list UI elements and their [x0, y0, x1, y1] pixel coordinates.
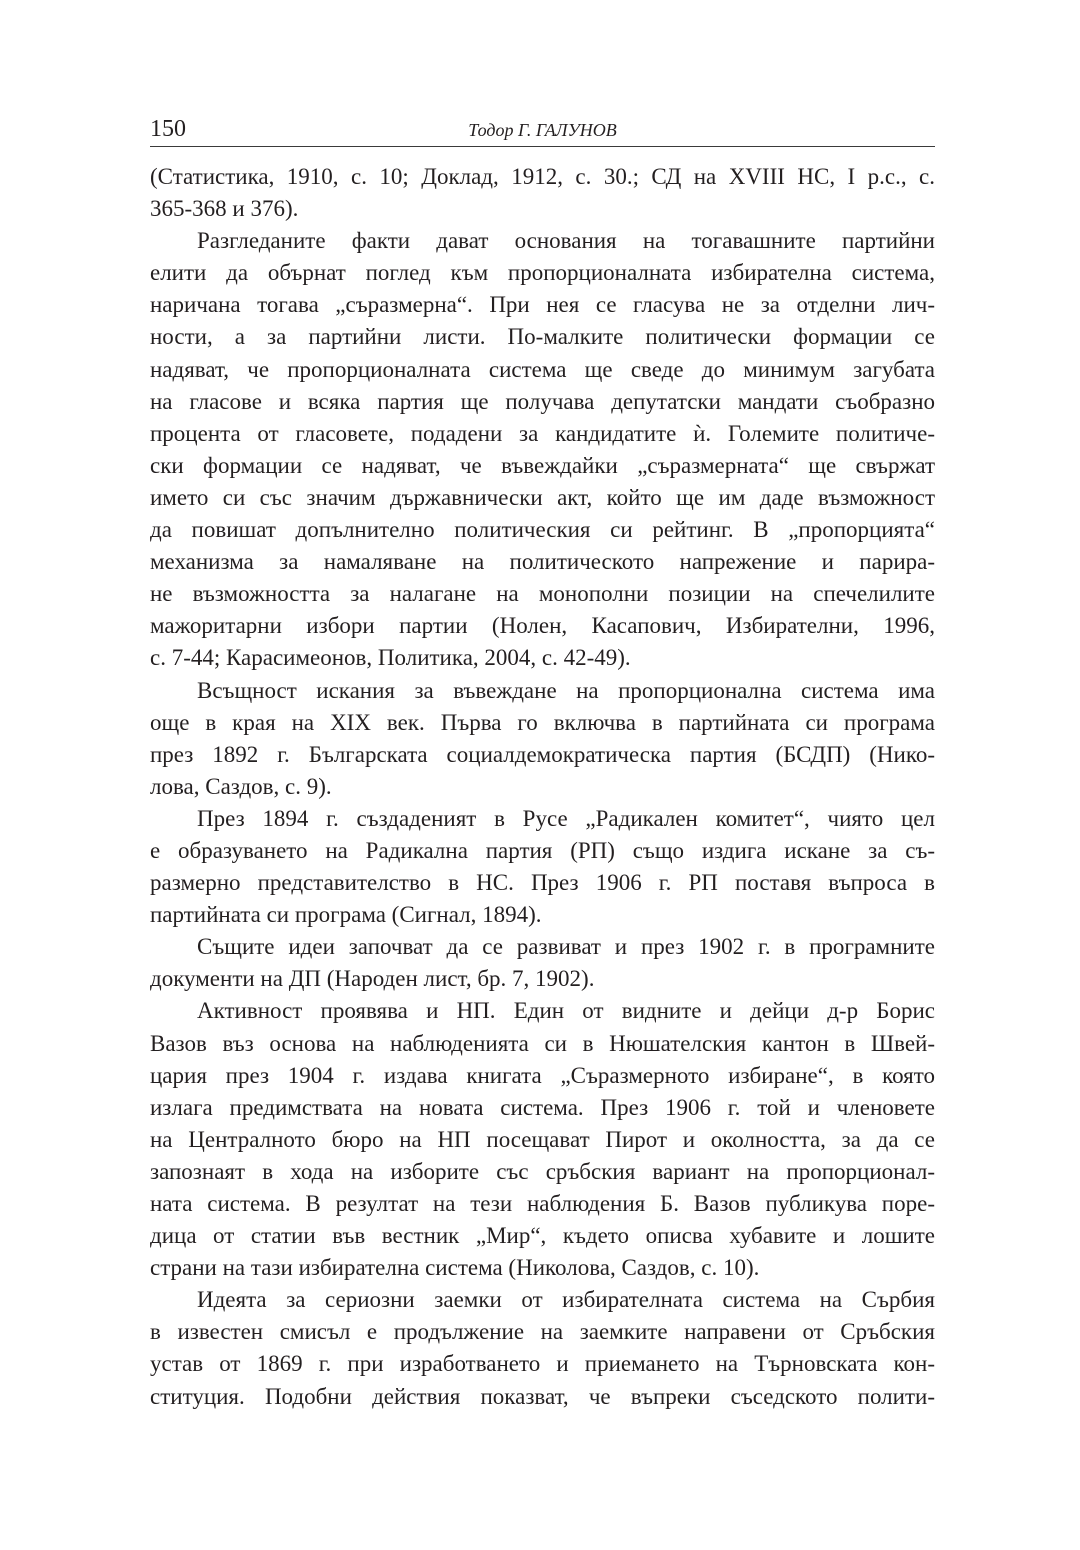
text-line: не възможността за налагане на монополни позиции на спечелилите — [150, 581, 935, 607]
paragraph — [150, 803, 935, 931]
text-line: ски формации се надяват, че въвеждайки „съразмерната“ ще свържат — [150, 452, 935, 478]
text-line: да повишат допълнително политическия си рейтинг. В „пропорцията“ — [150, 517, 935, 543]
paragraph — [150, 931, 935, 995]
text-line: запознаят в хода на изборите със сръбския вариант на пропорционал- — [150, 1158, 935, 1184]
text-line: надяват, че пропорционалната система ще сведе до минимум загубата — [150, 356, 935, 382]
text-line: Вазов въз основа на наблюденията си в Нюшателския кантон в Швей- — [150, 1030, 935, 1056]
text-line: ституция. Подобни действия показват, че въпреки съседското полити- — [150, 1383, 935, 1409]
text-line: на Централното бюро на НП посещават Пирот и околността, за да се — [150, 1126, 935, 1152]
text-line: името си със значим държавнически акт, който ще им даде възможност — [150, 484, 935, 510]
text-line: елити да обърнат поглед към пропорционалната избирателна система, — [150, 260, 935, 286]
text-line: размерно представителство в НС. През 1906 г. РП поставя въпроса в — [150, 870, 935, 896]
body-text — [150, 161, 935, 1413]
text-line: 365-368 и 376). — [150, 196, 299, 222]
paragraph — [150, 995, 935, 1284]
text-line: още в края на XIX век. Първа го включва в партийната си програма — [150, 709, 935, 735]
text-line: лова, Саздов, с. 9). — [150, 773, 332, 799]
text-line: процента от гласовете, подадени за кандидатите ѝ. Големите политиче- — [150, 420, 935, 446]
paragraph — [150, 1284, 935, 1412]
text-line: (Статистика, 1910, с. 10; Доклад, 1912, с. 30.; СД на XVIII НС, I р.с., с. — [150, 164, 935, 189]
text-line: в известен смисъл е продължение на заемките направени от Сръбския — [150, 1319, 935, 1345]
text-line: мажоритарни избори партии (Нолен, Касапович, Избирателни, 1996, — [150, 613, 935, 639]
text-line: дица от статии във вестник „Мир“, където описва хубавите и лошите — [150, 1223, 935, 1249]
text-line: През 1894 г. създаденият в Русе „Радикален комитет“, чиято цел — [197, 805, 935, 831]
text-line: излага предимствата на новата система. През 1906 г. той и членовете — [150, 1094, 935, 1120]
text-line: с. 7-44; Карасимеонов, Политика, 2004, с. 42-49). — [150, 645, 631, 671]
paragraph — [150, 225, 935, 674]
text-line: цария през 1904 г. издава книгата „Съразмерното избиране“, в която — [150, 1062, 935, 1088]
text-line: ности, а за партийни листи. По-малките политически формации се — [150, 324, 935, 350]
paragraph — [150, 161, 935, 225]
text-line: на гласове и всяка партия ще получава депутатски мандати съобразно — [150, 388, 935, 414]
text-line: механизма за намаляване на политическото напрежение и парира- — [150, 549, 935, 575]
running-title: Тодор Г. ГАЛУНОВ — [468, 120, 617, 140]
text-line: страни на тази избирателна система (Николова, Саздов, с. 10). — [150, 1255, 760, 1281]
text-line: през 1892 г. Българската социалдемократическа партия (БСДП) (Нико- — [150, 741, 935, 767]
text-line: наричана тогава „съразмерна“. При нея се гласува не за отделни лич- — [150, 292, 935, 318]
text-line: Същите идеи започват да се развиват и през 1902 г. в програмните — [197, 934, 935, 960]
text-line: Всъщност искания за въвеждане на пропорционална система има — [197, 677, 935, 703]
page-number: 150 — [150, 116, 186, 142]
text-line: устав от 1869 г. при изработването и приемането на Търновската кон- — [150, 1351, 935, 1377]
text-line: документи на ДП (Народен лист, бр. 7, 1902). — [150, 966, 595, 992]
text-line: ната система. В резултат на тези наблюдения Б. Вазов публикува поре- — [150, 1191, 935, 1216]
paragraph — [150, 675, 935, 803]
running-header — [150, 112, 935, 147]
text-line: Активност проявява и НП. Един от видните и дейци д-р Борис — [197, 998, 935, 1024]
text-line: Идеята за сериозни заемки от избирателната система на Сърбия — [197, 1287, 935, 1313]
text-line: е образуването на Радикална партия (РП) също издига искане за съ- — [150, 837, 935, 863]
text-line: партийната си програма (Сигнал, 1894). — [150, 902, 542, 928]
text-line: Разгледаните факти дават основания на тогавашните партийни — [197, 228, 935, 254]
